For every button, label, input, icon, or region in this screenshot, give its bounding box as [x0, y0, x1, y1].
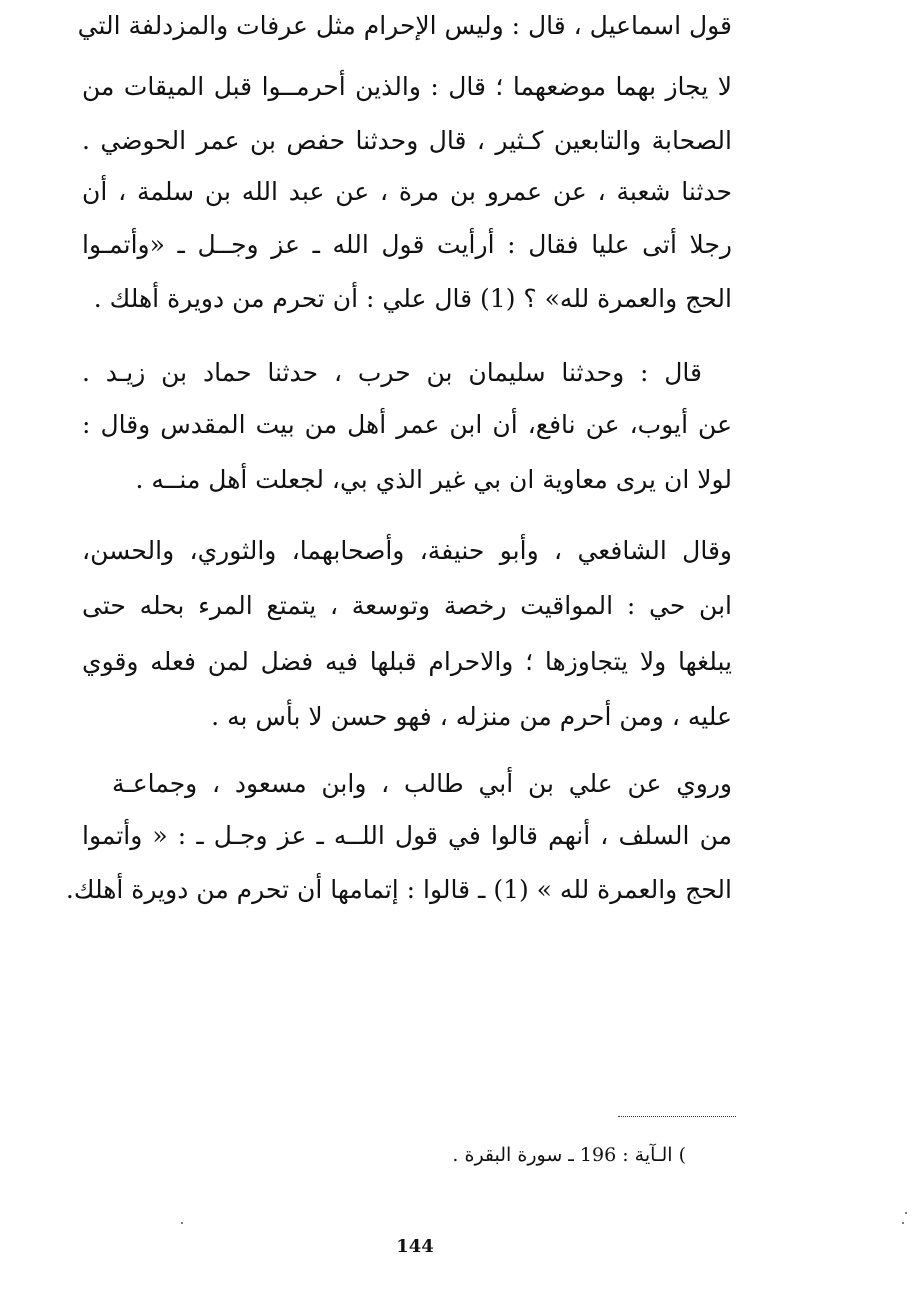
scan-speck [905, 1212, 907, 1214]
text-line: قال : وحدثنا سليمان بن حرب ، حدثنا حماد بن زيـد . [82, 358, 702, 387]
text-line: الصحابة والتابعين كـثير ، قال وحدثنا حفص بن عمر الحوضي . [82, 126, 732, 155]
text-line: رجلا أتى عليا فقال : أرأيت قول الله ـ عز وجــل ـ «وأتمـوا [82, 230, 732, 259]
scan-speck [181, 1222, 183, 1224]
text-line: وروي عن علي بن أبي طالب ، وابن مسعود ، وجماعـة [112, 769, 732, 798]
text-line: لولا ان يرى معاوية ان بي غير الذي بي، لجعلت أهل منــه . [135, 465, 732, 494]
footnote: ) الـآية : 196 ـ سورة البقرة . [452, 1144, 686, 1166]
text-line: الحج والعمرة لله » (1) ـ قالوا : إتمامها أن تحرم من دويرة أهلك. [65, 875, 732, 904]
page-number: 144 [396, 1236, 434, 1257]
text-line: ابن حي : المواقيت رخصة وتوسعة ، يتمتع المرء بحله حتى [82, 591, 732, 620]
text-line: وقال الشافعي ، وأبو حنيفة، وأصحابهما، والثوري، والحسن، [82, 536, 732, 565]
text-line: حدثنا شعبة ، عن عمرو بن مرة ، عن عبد الله بن سلمة ، أن [82, 177, 732, 206]
footnote-separator [618, 1116, 736, 1117]
text-line: يبلغها ولا يتجاوزها ؛ والاحرام قبلها فيه فضل لمن فعله وقوي [82, 647, 732, 676]
text-line: قول اسماعيل ، قال : وليس الإحرام مثل عرفات والمزدلفة التي [77, 11, 732, 40]
text-line: عن أيوب، عن نافع، أن ابن عمر أهل من بيت المقدس وقال : [82, 410, 732, 439]
text-line: من السلف ، أنهم قالوا في قول اللــه ـ عز وجـل ـ : « وأتموا [82, 821, 732, 850]
text-line: الحج والعمرة لله» ؟ (1) قال علي : أن تحرم من دويرة أهلك . [93, 284, 732, 313]
text-line: لا يجاز بهما موضعهما ؛ قال : والذين أحرمــوا قبل الميقات من [82, 72, 732, 101]
scan-speck [902, 1222, 904, 1224]
text-line: عليه ، ومن أحرم من منزله ، فهو حسن لا بأس به . [211, 702, 732, 731]
